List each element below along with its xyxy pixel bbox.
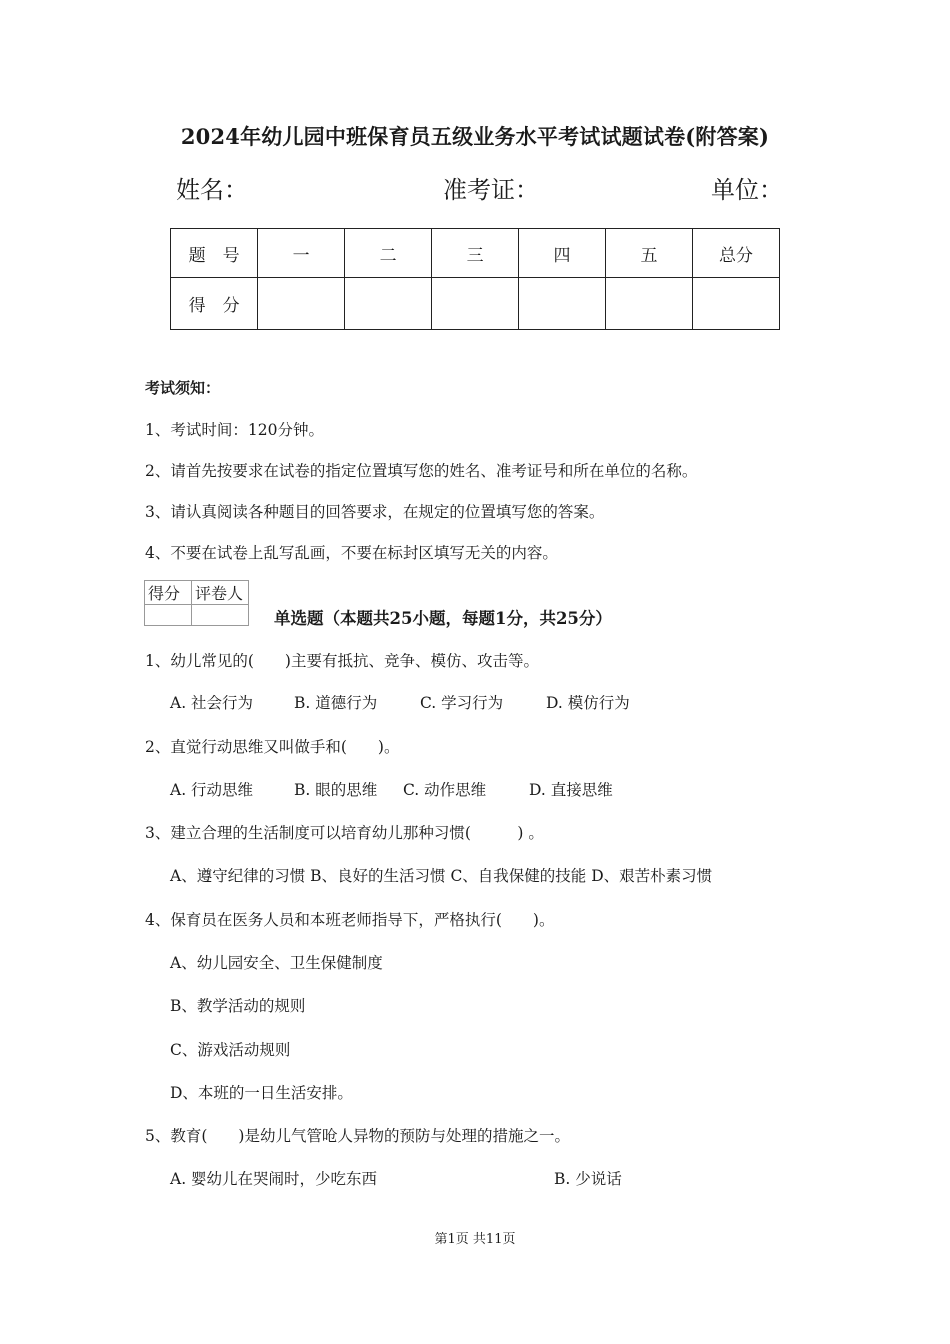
score-cell[interactable]: [692, 278, 779, 330]
grader-score-cell[interactable]: [145, 605, 192, 626]
question-option: C、游戏活动规则: [170, 1041, 291, 1059]
grader-reviewer-cell[interactable]: [192, 605, 249, 626]
question-stem: 4、保育员在医务人员和本班老师指导下，严格执行( )。: [145, 911, 555, 929]
page-footer: 第1页 共11页: [434, 1232, 516, 1247]
grader-reviewer-label: 评卷人: [192, 581, 249, 605]
score-table-header-row: [171, 229, 780, 278]
name-field-label: 姓名：: [176, 176, 248, 204]
score-cell[interactable]: [432, 278, 519, 330]
question-option: B. 道德行为: [294, 694, 378, 712]
question-option: A、遵守纪律的习惯 B、良好的生活习惯 C、自我保健的技能 D、艰苦朴素习惯: [170, 867, 713, 885]
grader-score-label: 得分: [145, 581, 192, 605]
question-option: D. 直接思维: [529, 781, 613, 799]
question-option: C. 学习行为: [420, 694, 504, 712]
question-stem: 3、建立合理的生活制度可以培育幼儿那种习惯( ) 。: [145, 824, 544, 842]
question-option: B. 眼的思维: [294, 781, 378, 799]
question-option: A、幼儿园安全、卫生保健制度: [170, 954, 383, 972]
score-row-label: 得 分: [171, 278, 258, 330]
score-cell[interactable]: [258, 278, 345, 330]
score-cell[interactable]: [606, 278, 693, 330]
score-table: [170, 228, 780, 330]
section-title: 单选题（本题共25小题，每题1分，共25分）: [274, 609, 612, 628]
score-header-cell: 五: [606, 229, 693, 278]
score-header-cell: 一: [258, 229, 345, 278]
question-option: D. 模仿行为: [546, 694, 630, 712]
score-header-cell: 题 号: [171, 229, 258, 278]
question-option: A. 行动思维: [170, 781, 254, 799]
question-option: B、教学活动的规则: [170, 997, 306, 1015]
question-option: A. 婴幼儿在哭闹时，少吃东西: [170, 1170, 378, 1188]
exam-id-field-label: 准考证：: [443, 176, 539, 204]
question-stem: 5、教育( )是幼儿气管呛人异物的预防与处理的措施之一。: [145, 1127, 570, 1145]
score-cell[interactable]: [519, 278, 606, 330]
page-title: 2024年幼儿园中班保育员五级业务水平考试试题试卷(附答案): [180, 124, 770, 149]
score-cell[interactable]: [345, 278, 432, 330]
notice-item: 3、请认真阅读各种题目的回答要求，在规定的位置填写您的答案。: [145, 503, 605, 521]
unit-field-label: 单位：: [711, 176, 783, 204]
notice-item: 4、不要在试卷上乱写乱画，不要在标封区填写无关的内容。: [145, 544, 558, 562]
score-header-cell: 二: [345, 229, 432, 278]
score-header-cell: 四: [519, 229, 606, 278]
notice-item: 1、考试时间：120分钟。: [145, 421, 324, 439]
grader-box: [144, 580, 249, 626]
score-header-cell: 总分: [692, 229, 779, 278]
score-header-cell: 三: [432, 229, 519, 278]
question-stem: 1、幼儿常见的( )主要有抵抗、竞争、模仿、攻击等。: [145, 652, 539, 670]
notice-item: 2、请首先按要求在试卷的指定位置填写您的姓名、准考证号和所在单位的名称。: [145, 462, 698, 480]
question-stem: 2、直觉行动思维又叫做手和( )。: [145, 738, 400, 756]
question-option: A. 社会行为: [170, 694, 254, 712]
notice-heading: 考试须知：: [145, 379, 221, 397]
question-option: D、本班的一日生活安排。: [170, 1084, 353, 1102]
question-option: B. 少说话: [554, 1170, 622, 1188]
question-option: C. 动作思维: [403, 781, 487, 799]
score-table-score-row: [171, 278, 780, 330]
